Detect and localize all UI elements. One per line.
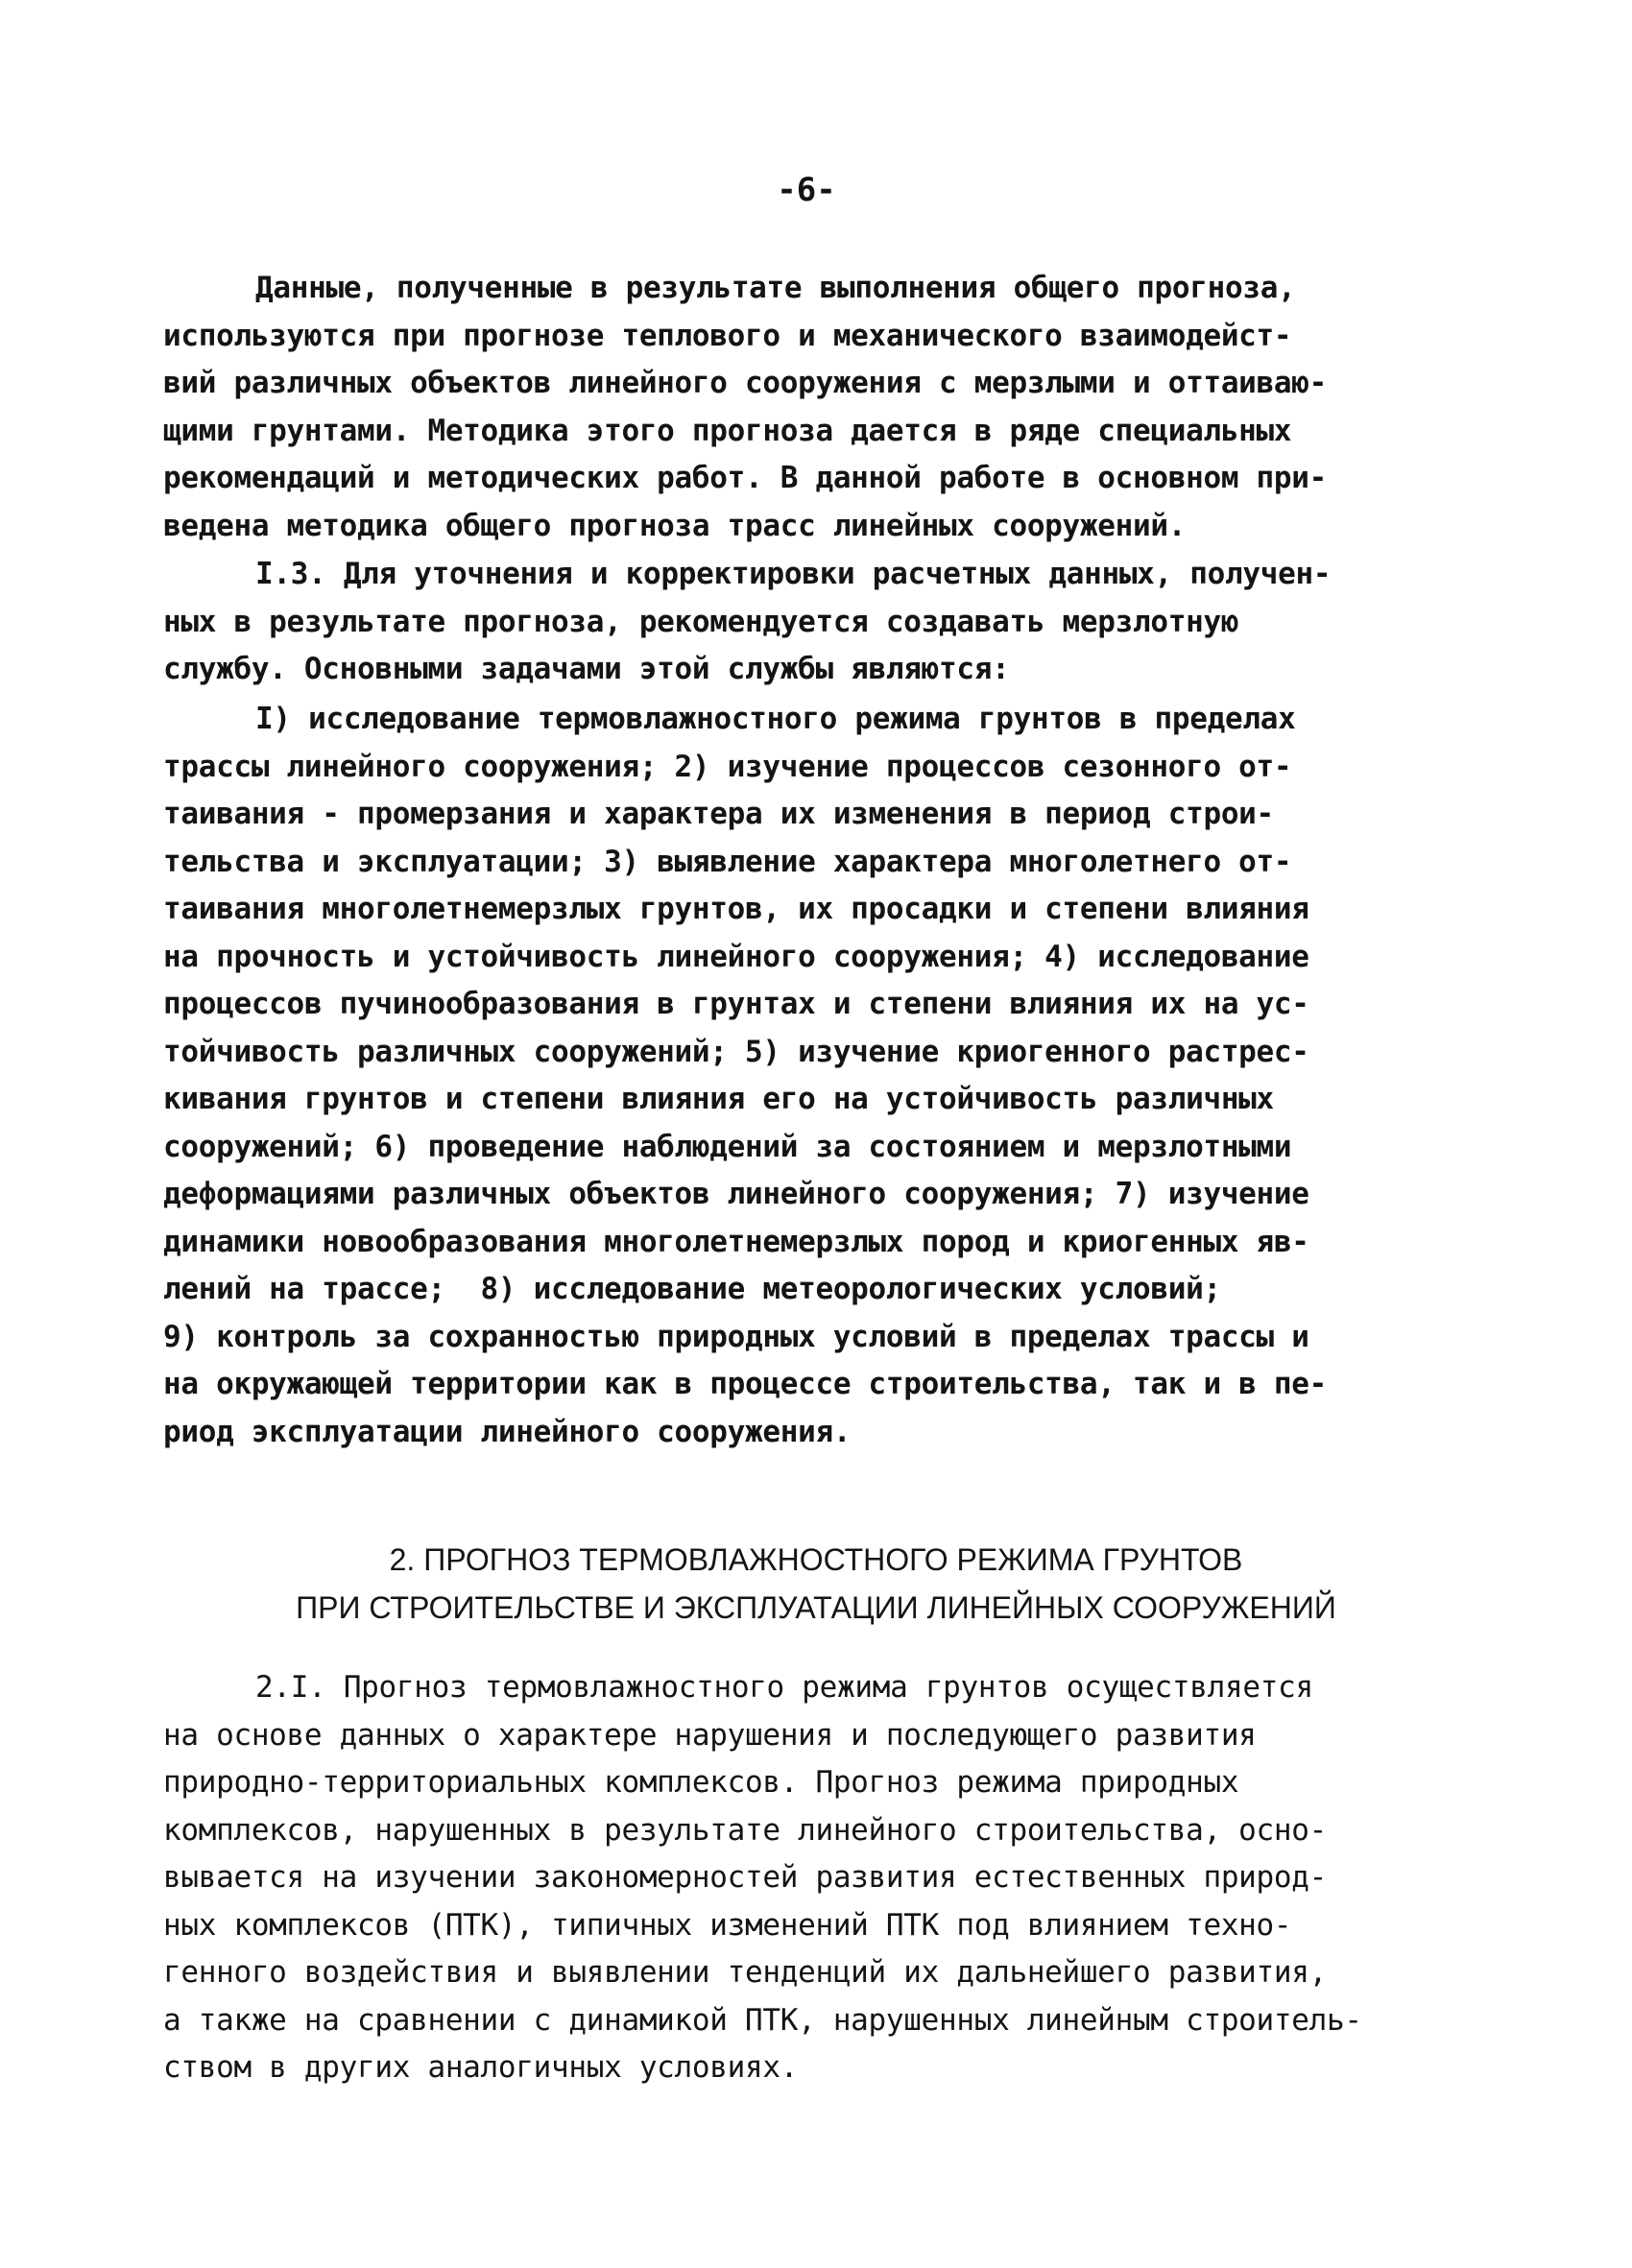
text-line: вывается на изучении закономерностей развития естественных природ-: [163, 1860, 1327, 1895]
text-line: на окружающей территории как в процессе строительства, так и в пе-: [163, 1367, 1327, 1401]
text-line: I) исследование термовлажностного режима грунтов в пределах: [255, 702, 1296, 736]
text-line: таивания многолетнемерзлых грунтов, их просадки и степени влияния: [163, 892, 1309, 926]
text-line: службу. Основными задачами этой службы являются:: [163, 652, 1010, 686]
text-line: риод эксплуатации линейного сооружения.: [163, 1414, 852, 1449]
paragraph-general-forecast: [163, 265, 1488, 550]
text-line: 9) контроль за сохранностью природных условий в пределах трассы и: [163, 1319, 1309, 1354]
text-line: на основе данных о характере нарушения и последующего развития: [163, 1717, 1257, 1753]
text-line: природно-территориальных комплексов. Прогноз режима природных: [163, 1765, 1239, 1800]
text-line: ных комплексов (ПТК), типичных изменений ПТК под влиянием техно-: [163, 1907, 1292, 1943]
page-number: -6-: [777, 171, 836, 209]
text-line: сооружений; 6) проведение наблюдений за состоянием и мерзлотными: [163, 1129, 1292, 1164]
text-line: ством в других аналогичных условиях.: [163, 2050, 799, 2085]
text-line: динамики новообразования многолетнемерзлых пород и криогенных яв-: [163, 1224, 1309, 1259]
text-line: процессов пучинообразования в грунтах и степени влияния их на ус-: [163, 987, 1309, 1021]
section-heading-line: 2. ПРОГНОЗ ТЕРМОВЛАЖНОСТНОГО РЕЖИМА ГРУНТОВ: [389, 1542, 1243, 1577]
text-line: ных в результате прогноза, рекомендуется создавать мерзлотную: [163, 604, 1239, 639]
text-line: используются при прогнозе теплового и механического взаимодейст-: [163, 318, 1292, 353]
paragraph-service-tasks: [163, 696, 1488, 1456]
text-line: комплексов, нарушенных в результате линейного строительства, осно-: [163, 1812, 1327, 1848]
section-heading: [163, 1536, 1469, 1632]
paragraph-thermal-moisture-forecast: [163, 1664, 1488, 2092]
text-line: лений на трассе; 8) исследование метеорологических условий;: [163, 1272, 1221, 1306]
text-line: тойчивость различных сооружений; 5) изучение криогенного растрес-: [163, 1034, 1309, 1069]
text-line: рекомендаций и методических работ. В данной работе в основном при-: [163, 461, 1327, 495]
text-line: деформациями различных объектов линейного сооружения; 7) изучение: [163, 1177, 1309, 1211]
text-line: тельства и эксплуатации; 3) выявление характера многолетнего от-: [163, 844, 1292, 879]
section-heading-line: ПРИ СТРОИТЕЛЬСТВЕ И ЭКСПЛУАТАЦИИ ЛИНЕЙНЫХ СООРУЖЕНИЙ: [296, 1590, 1336, 1625]
text-line: ведена методика общего прогноза трасс линейных сооружений.: [163, 508, 1187, 543]
text-line: а также на сравнении с динамикой ПТК, нарушенных линейным строитель-: [163, 2002, 1362, 2038]
paragraph-permafrost-service: [163, 551, 1488, 694]
text-line: генного воздействия и выявлении тенденций их дальнейшего развития,: [163, 1955, 1327, 1990]
text-line: на прочность и устойчивость линейного сооружения; 4) исследование: [163, 939, 1309, 974]
text-line: вий различных объектов линейного сооружения с мерзлыми и оттаиваю-: [163, 366, 1327, 400]
text-line: щими грунтами. Методика этого прогноза дается в ряде специальных: [163, 413, 1292, 448]
text-line: трассы линейного сооружения; 2) изучение процессов сезонного от-: [163, 749, 1292, 784]
text-line: Данные, полученные в результате выполнения общего прогноза,: [255, 271, 1296, 305]
text-line: 2.I. Прогноз термовлажностного режима грунтов осуществляется: [255, 1670, 1313, 1705]
text-line: кивания грунтов и степени влияния его на устойчивость различных: [163, 1082, 1274, 1116]
text-line: I.3. Для уточнения и корректировки расчетных данных, получен-: [255, 557, 1332, 591]
text-line: таивания - промерзания и характера их изменения в период строи-: [163, 797, 1274, 831]
